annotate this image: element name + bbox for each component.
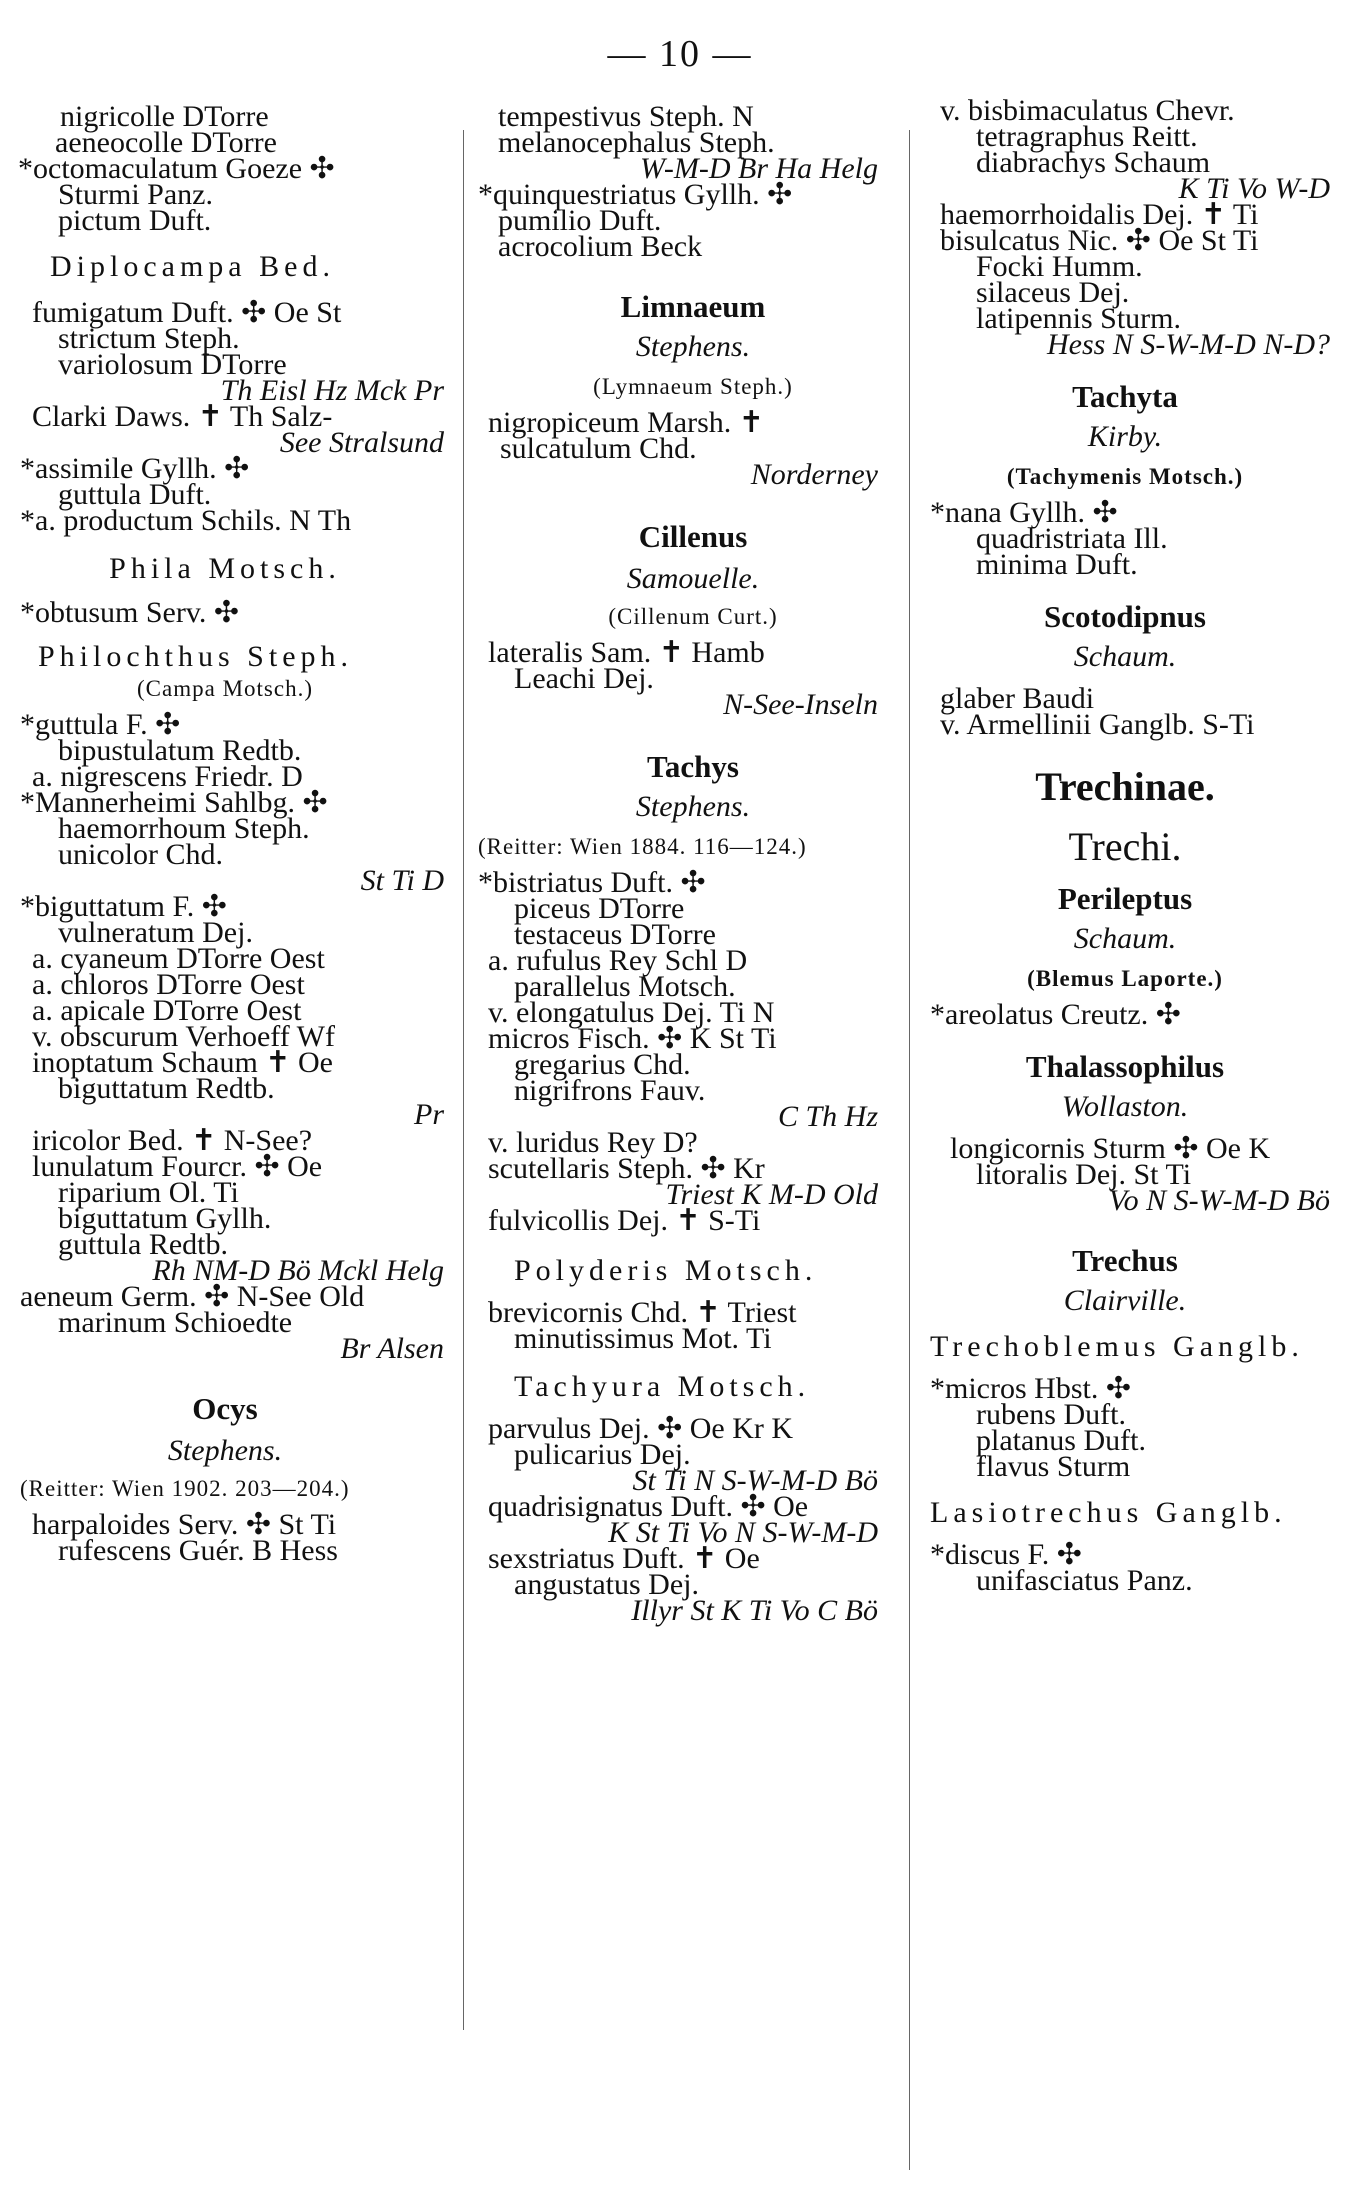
entry: quadristriata Ill. <box>976 522 1168 555</box>
entry: silaceus Dej. <box>976 276 1130 309</box>
genus-heading: Perileptus <box>1057 881 1193 916</box>
author-line: Stephens. <box>635 330 751 363</box>
distribution-note: Hess N S-W-M-D N-D? <box>1046 328 1330 361</box>
synonym-note: (Lymnaeum Steph.) <box>593 374 793 399</box>
entry: piceus DTorre <box>514 892 685 925</box>
entry: sexstriatus Duft. ✝ Oe <box>488 1542 760 1575</box>
entry: riparium Ol. Ti <box>58 1176 239 1209</box>
entry: a. chloros DTorre Oest <box>32 968 305 1001</box>
distribution-note: W-M-D Br Ha Helg <box>640 152 878 185</box>
entry: a. apicale DTorre Oest <box>32 994 302 1027</box>
entry: diabrachys Schaum <box>976 146 1211 179</box>
distribution-note: N-See-Inseln <box>723 688 878 721</box>
entry: tetragraphus Reitt. <box>976 120 1198 153</box>
entry: *obtusum Serv. ✣ <box>20 596 240 629</box>
synonym-note: (Campa Motsch.) <box>137 676 313 701</box>
entry: brevicornis Chd. ✝ Triest <box>488 1296 797 1329</box>
entry: angustatus Dej. <box>514 1568 699 1601</box>
distribution-note: Illyr St K Ti Vo C Bö <box>631 1594 878 1627</box>
genus-heading: Phila Motsch. <box>109 552 341 585</box>
entry: marinum Schioedte <box>58 1306 293 1339</box>
column-2 <box>478 100 908 2170</box>
entry: nigricolle DTorre <box>60 100 269 133</box>
entry: bisulcatus Nic. ✣ Oe St Ti <box>940 224 1259 257</box>
entry: a. rufulus Rey Schl D <box>488 944 748 977</box>
entry: melanocephalus Steph. <box>498 126 775 159</box>
entry: acrocolium Beck <box>498 230 703 263</box>
entry: *Mannerheimi Sahlbg. ✣ <box>20 786 328 819</box>
genus-heading: Polyderis Motsch. <box>514 1254 818 1287</box>
distribution-note: Norderney <box>750 458 878 491</box>
tribe-heading: Trechi. <box>1068 824 1182 869</box>
author-line: Clairville. <box>1063 1284 1187 1317</box>
column-3 <box>920 94 1360 2170</box>
entry: lunulatum Fourcr. ✣ Oe <box>32 1150 323 1183</box>
entry: rubens Duft. <box>976 1398 1126 1431</box>
entry: aeneocolle DTorre <box>55 126 277 159</box>
entry: Sturmi Panz. <box>58 178 213 211</box>
entry: *micros Hbst. ✣ <box>930 1372 1131 1405</box>
entry: *assimile Gyllh. ✣ <box>20 452 250 485</box>
entry: vulneratum Dej. <box>58 916 253 949</box>
entry: platanus Duft. <box>976 1424 1146 1457</box>
entry: haemorrhoum Steph. <box>58 812 310 845</box>
entry: v. obscurum Verhoeff Wf <box>32 1020 335 1053</box>
column-1 <box>0 100 450 2170</box>
entry: a. cyaneum DTorre Oest <box>32 942 325 975</box>
subgenus-heading: Trechoblemus Ganglb. <box>930 1330 1304 1363</box>
genus-heading: Ocys <box>192 1391 258 1426</box>
entry: glaber Baudi <box>940 682 1095 715</box>
entry: litoralis Dej. St Ti <box>976 1158 1192 1191</box>
entry: *octomaculatum Goeze ✣ <box>18 152 335 185</box>
author-line: Wollaston. <box>1061 1090 1189 1123</box>
entry: Leachi Dej. <box>514 662 654 695</box>
distribution-note: Pr <box>414 1098 444 1131</box>
distribution-note: St Ti N S-W-M-D Bö <box>632 1464 878 1497</box>
subfamily-heading: Trechinae. <box>1035 764 1215 809</box>
genus-heading: Limnaeum <box>620 289 766 324</box>
entry: flavus Sturm <box>976 1450 1131 1483</box>
entry: longicornis Sturm ✣ Oe K <box>950 1132 1271 1165</box>
distribution-note: Br Alsen <box>340 1332 444 1365</box>
distribution-note: K Ti Vo W-D <box>1178 172 1330 205</box>
entry: unicolor Chd. <box>58 838 223 871</box>
entry: tempestivus Steph. N <box>498 100 754 133</box>
entry: guttula Duft. <box>58 478 212 511</box>
distribution-note: Rh NM-D Bö Mckl Helg <box>152 1254 444 1287</box>
entry: aeneum Germ. ✣ N-See Old <box>20 1280 365 1313</box>
entry: gregarius Chd. <box>514 1048 691 1081</box>
synonym-note: (Tachymenis Motsch.) <box>1006 464 1244 489</box>
entry: minima Duft. <box>976 548 1138 581</box>
entry: iricolor Bed. ✝ N-See? <box>32 1124 313 1157</box>
entry: v. bisbimaculatus Chevr. <box>940 94 1235 127</box>
entry: *bistriatus Duft. ✣ <box>478 866 706 899</box>
entry: latipennis Sturm. <box>976 302 1181 335</box>
entry: fumigatum Duft. ✣ Oe St <box>32 296 342 329</box>
entry: a. nigrescens Friedr. D <box>32 760 303 793</box>
entry: *biguttatum F. ✣ <box>20 890 227 923</box>
entry: micros Fisch. ✣ K St Ti <box>488 1022 777 1055</box>
entry: nigropiceum Marsh. ✝ <box>488 406 764 439</box>
genus-heading: Trechus <box>1072 1243 1178 1278</box>
genus-heading: Tachys <box>647 749 739 784</box>
synonym-note: (Cillenum Curt.) <box>608 604 778 629</box>
author-line: Stephens. <box>635 790 751 823</box>
distribution-note: Triest K M-D Old <box>665 1178 878 1211</box>
entry: unifasciatus Panz. <box>976 1564 1193 1597</box>
entry: lateralis Sam. ✝ Hamb <box>488 636 765 669</box>
author-line: Schaum. <box>1073 640 1177 673</box>
entry: minutissimus Mot. Ti <box>514 1322 772 1355</box>
entry: biguttatum Redtb. <box>58 1072 275 1105</box>
genus-heading: Cillenus <box>638 519 748 554</box>
entry: quadrisignatus Duft. ✣ Oe <box>488 1490 809 1523</box>
entry: sulcatulum Chd. <box>500 432 697 465</box>
entry: v. luridus Rey D? <box>488 1126 698 1159</box>
reference-note: (Reitter: Wien 1902. 203—204.) <box>20 1476 350 1501</box>
entry: v. Armellinii Ganglb. S-Ti <box>940 708 1255 741</box>
genus-heading: Diplocampa Bed. <box>50 250 335 283</box>
entry: parvulus Dej. ✣ Oe Kr K <box>488 1412 794 1445</box>
entry: *nana Gyllh. ✣ <box>930 496 1118 529</box>
distribution-note: Vo N S-W-M-D Bö <box>1108 1184 1330 1217</box>
entry: Focki Humm. <box>976 250 1143 283</box>
distribution-note: See Stralsund <box>279 426 444 459</box>
entry: biguttatum Gyllh. <box>58 1202 272 1235</box>
genus-heading: Thalassophilus <box>1025 1049 1225 1084</box>
entry: fulvicollis Dej. ✝ S-Ti <box>488 1204 761 1237</box>
column-divider-2 <box>909 130 910 2170</box>
entry: harpaloides Serv. ✣ St Ti <box>32 1508 337 1541</box>
entry: *discus F. ✣ <box>930 1538 1082 1571</box>
entry: guttula Redtb. <box>58 1228 228 1261</box>
distribution-note: Th Eisl Hz Mck Pr <box>220 374 444 407</box>
reference-note: (Reitter: Wien 1884. 116—124.) <box>478 834 807 859</box>
entry: scutellaris Steph. ✣ Kr <box>488 1152 765 1185</box>
author-line: Kirby. <box>1087 420 1163 453</box>
author-line: Stephens. <box>167 1434 283 1467</box>
entry: pumilio Duft. <box>498 204 662 237</box>
entry: testaceus DTorre <box>514 918 716 951</box>
entry: variolosum DTorre <box>58 348 287 381</box>
distribution-note: St Ti D <box>360 864 444 897</box>
entry: *a. productum Schils. N Th <box>20 504 352 537</box>
genus-heading: Tachyura Motsch. <box>514 1370 811 1403</box>
entry: pictum Duft. <box>58 204 212 237</box>
entry: nigrifrons Fauv. <box>514 1074 706 1107</box>
author-line: Schaum. <box>1073 922 1177 955</box>
distribution-note: K St Ti Vo N S-W-M-D <box>608 1516 878 1549</box>
entry: *quinquestriatus Gyllh. ✣ <box>478 178 793 211</box>
entry: strictum Steph. <box>58 322 240 355</box>
entry: rufescens Guér. B Hess <box>58 1534 338 1567</box>
genus-heading: Tachyta <box>1072 379 1178 414</box>
genus-heading: Philochthus Steph. <box>38 640 354 673</box>
entry: Clarki Daws. ✝ Th Salz- <box>32 400 333 433</box>
distribution-note: C Th Hz <box>777 1100 878 1133</box>
entry: inoptatum Schaum ✝ Oe <box>32 1046 333 1079</box>
column-divider-1 <box>463 130 464 2030</box>
page-number: — 10 — <box>607 33 753 75</box>
entry: parallelus Motsch. <box>514 970 736 1003</box>
synonym-note: (Blemus Laporte.) <box>1027 966 1223 991</box>
entry: v. elongatulus Dej. Ti N <box>488 996 775 1029</box>
genus-heading: Scotodipnus <box>1044 599 1206 634</box>
author-line: Samouelle. <box>626 562 760 595</box>
entry: *guttula F. ✣ <box>20 708 181 741</box>
entry: *areolatus Creutz. ✣ <box>930 998 1181 1031</box>
entry: bipustulatum Redtb. <box>58 734 302 767</box>
entry: haemorrhoidalis Dej. ✝ Ti <box>940 198 1259 231</box>
entry: pulicarius Dej. <box>514 1438 691 1471</box>
subgenus-heading: Lasiotrechus Ganglb. <box>930 1496 1287 1529</box>
